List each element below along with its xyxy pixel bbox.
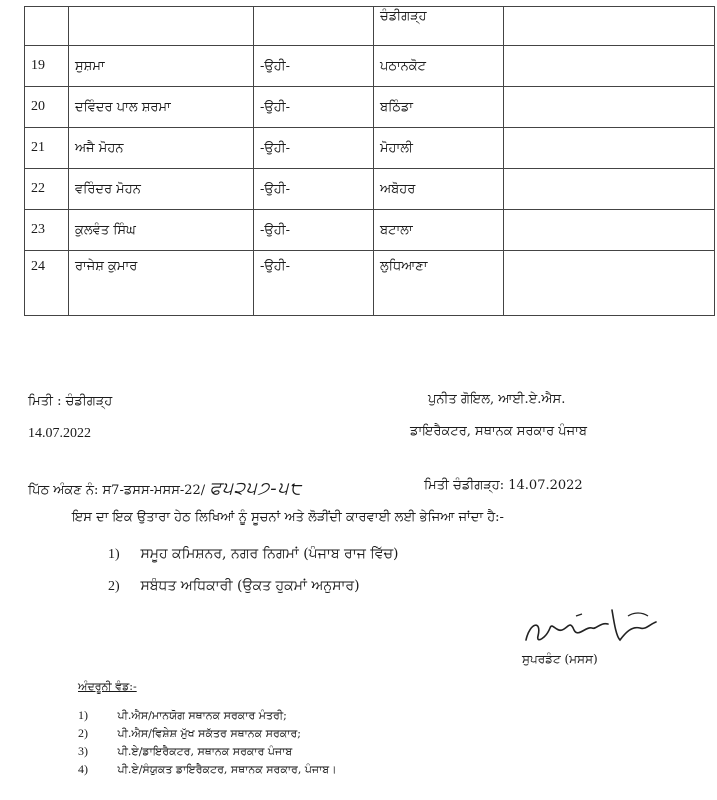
cell-designation: -ਉਹੀ- (254, 251, 374, 316)
endorsement-intro: ਇਸ ਦਾ ਇਕ ਉਤਾਰਾ ਹੇਠ ਲਿਖਿਆਂ ਨੂੰ ਸੂਚਨਾਂ ਅਤੇ ਲੋੜੀਂਦੀ ਕਾਰਵਾਈ ਲਈ ਭੇਜਿਆ ਜਾਂਦਾ ਹੈ:- (72, 510, 504, 525)
transfer-table (24, 6, 715, 316)
list-item-number: 1) (108, 547, 120, 562)
cell-name: ਅਜੈ ਮੋਹਨ (69, 128, 254, 169)
place-label: ਮਿਤੀ : ਚੰਡੀਗੜ੍ਹ (28, 394, 113, 409)
cell-station: ਲੁਧਿਆਣਾ (374, 251, 504, 316)
cell-remark (504, 87, 715, 128)
signatory-title: ਸੁਪਰਡੰਟ (ਮਸਸ) (522, 652, 598, 666)
cell-sn: 23 (25, 210, 69, 251)
endorsement-line (28, 478, 302, 499)
table-row (25, 7, 715, 46)
internal-distribution-title: ਅੰਦਰੂਨੀ ਵੰਡ:- (78, 680, 137, 693)
table-row (25, 169, 715, 210)
cell-station: ਬਟਾਲਾ (374, 210, 504, 251)
list-item (78, 744, 292, 759)
cell-name: ਦਵਿੰਦਰ ਪਾਲ ਸ਼ਰਮਾ (69, 87, 254, 128)
table-row (25, 251, 715, 316)
list-item (78, 708, 287, 723)
cell-designation: -ਉਹੀ- (254, 87, 374, 128)
cell-station: ਬਠਿੰਡਾ (374, 87, 504, 128)
officer-title: ਡਾਇਰੈਕਟਰ, ਸਥਾਨਕ ਸਰਕਾਰ ਪੰਜਾਬ (410, 424, 587, 439)
cell-designation: -ਉਹੀ- (254, 169, 374, 210)
endorsement-prefix: ਪਿੱਠ ਅੰਕਣ ਨੰ: ਸ7-ਡਸਸ-ਮਸਸ-22/ (28, 483, 206, 498)
cell-name (69, 7, 254, 46)
cell-sn: 24 (25, 251, 69, 316)
cell-designation: -ਉਹੀ- (254, 128, 374, 169)
cell-remark (504, 210, 715, 251)
list-item-text: ਪੀ.ਐਸ/ਮਾਨਯੋਗ ਸਥਾਨਕ ਸਰਕਾਰ ਮੰਤਰੀ; (117, 709, 287, 722)
handwritten-endorsement-number: ਫ੫੨੫੭-੫੮ (209, 478, 303, 499)
cell-name: ਸੁਸ਼ਮਾ (69, 46, 254, 87)
cell-sn: 21 (25, 128, 69, 169)
cell-sn (25, 7, 69, 46)
table-row (25, 210, 715, 251)
cell-station: ਅਬੋਹਰ (374, 169, 504, 210)
list-item-text: ਸਮੂਹ ਕਮਿਸ਼ਨਰ, ਨਗਰ ਨਿਗਮਾਂ (ਪੰਜਾਬ ਰਾਜ ਵਿੱਚ) (140, 546, 399, 562)
cell-name: ਵਰਿੰਦਰ ਮੋਹਨ (69, 169, 254, 210)
list-item-number: 1) (78, 708, 88, 722)
cell-name: ਕੁਲਵੰਤ ਸਿੰਘ (69, 210, 254, 251)
table-row (25, 87, 715, 128)
cell-remark (504, 251, 715, 316)
table-row (25, 128, 715, 169)
cell-sn: 20 (25, 87, 69, 128)
cell-sn: 19 (25, 46, 69, 87)
list-item-text: ਸਬੰਧਤ ਅਧਿਕਾਰੀ (ਉਕਤ ਹੁਕਮਾਂ ਅਨੁਸਾਰ) (140, 578, 360, 594)
list-item-number: 3) (78, 744, 88, 758)
list-item-number: 2) (78, 726, 88, 740)
cell-remark (504, 46, 715, 87)
list-item (108, 546, 398, 563)
cell-designation: -ਉਹੀ- (254, 210, 374, 251)
handwritten-signature (516, 602, 666, 656)
list-item-number: 4) (78, 762, 88, 776)
cell-designation: -ਉਹੀ- (254, 46, 374, 87)
table-row (25, 46, 715, 87)
cell-remark (504, 169, 715, 210)
list-item-text: ਪੀ.ਏ/ਡਾਇਰੈਕਟਰ, ਸਥਾਨਕ ਸਰਕਾਰ ਪੰਜਾਬ (117, 745, 293, 758)
list-item-text: ਪੀ.ਐਸ/ਵਿਸ਼ੇਸ਼ ਮੁੱਖ ਸਕੱਤਰ ਸਥਾਨਕ ਸਰਕਾਰ; (117, 727, 301, 740)
cell-station: ਮੋਹਾਲੀ (374, 128, 504, 169)
cell-remark (504, 7, 715, 46)
list-item (78, 726, 301, 741)
order-date: 14.07.2022 (28, 426, 91, 441)
list-item-text: ਪੀ.ਏ/ਸੰਯੁਕਤ ਡਾਇਰੈਕਟਰ, ਸਥਾਨਕ ਸਰਕਾਰ, ਪੰਜਾਬ। (117, 763, 337, 776)
officer-name: ਪੁਨੀਤ ਗੋਇਲ, ਆਈ.ਏ.ਐਸ. (428, 392, 566, 407)
cell-remark (504, 128, 715, 169)
cell-station: ਪਠਾਨਕੋਟ (374, 46, 504, 87)
cell-sn: 22 (25, 169, 69, 210)
list-item (108, 578, 360, 595)
endorsement-date: ਮਿਤੀ ਚੰਡੀਗੜ੍ਹ: 14.07.2022 (424, 478, 583, 493)
list-item-number: 2) (108, 579, 120, 594)
cell-name: ਰਾਜੇਸ਼ ਕੁਮਾਰ (69, 251, 254, 316)
cell-station: ਚੰਡੀਗੜ੍ਹ (374, 7, 504, 46)
cell-designation (254, 7, 374, 46)
list-item (78, 762, 337, 777)
